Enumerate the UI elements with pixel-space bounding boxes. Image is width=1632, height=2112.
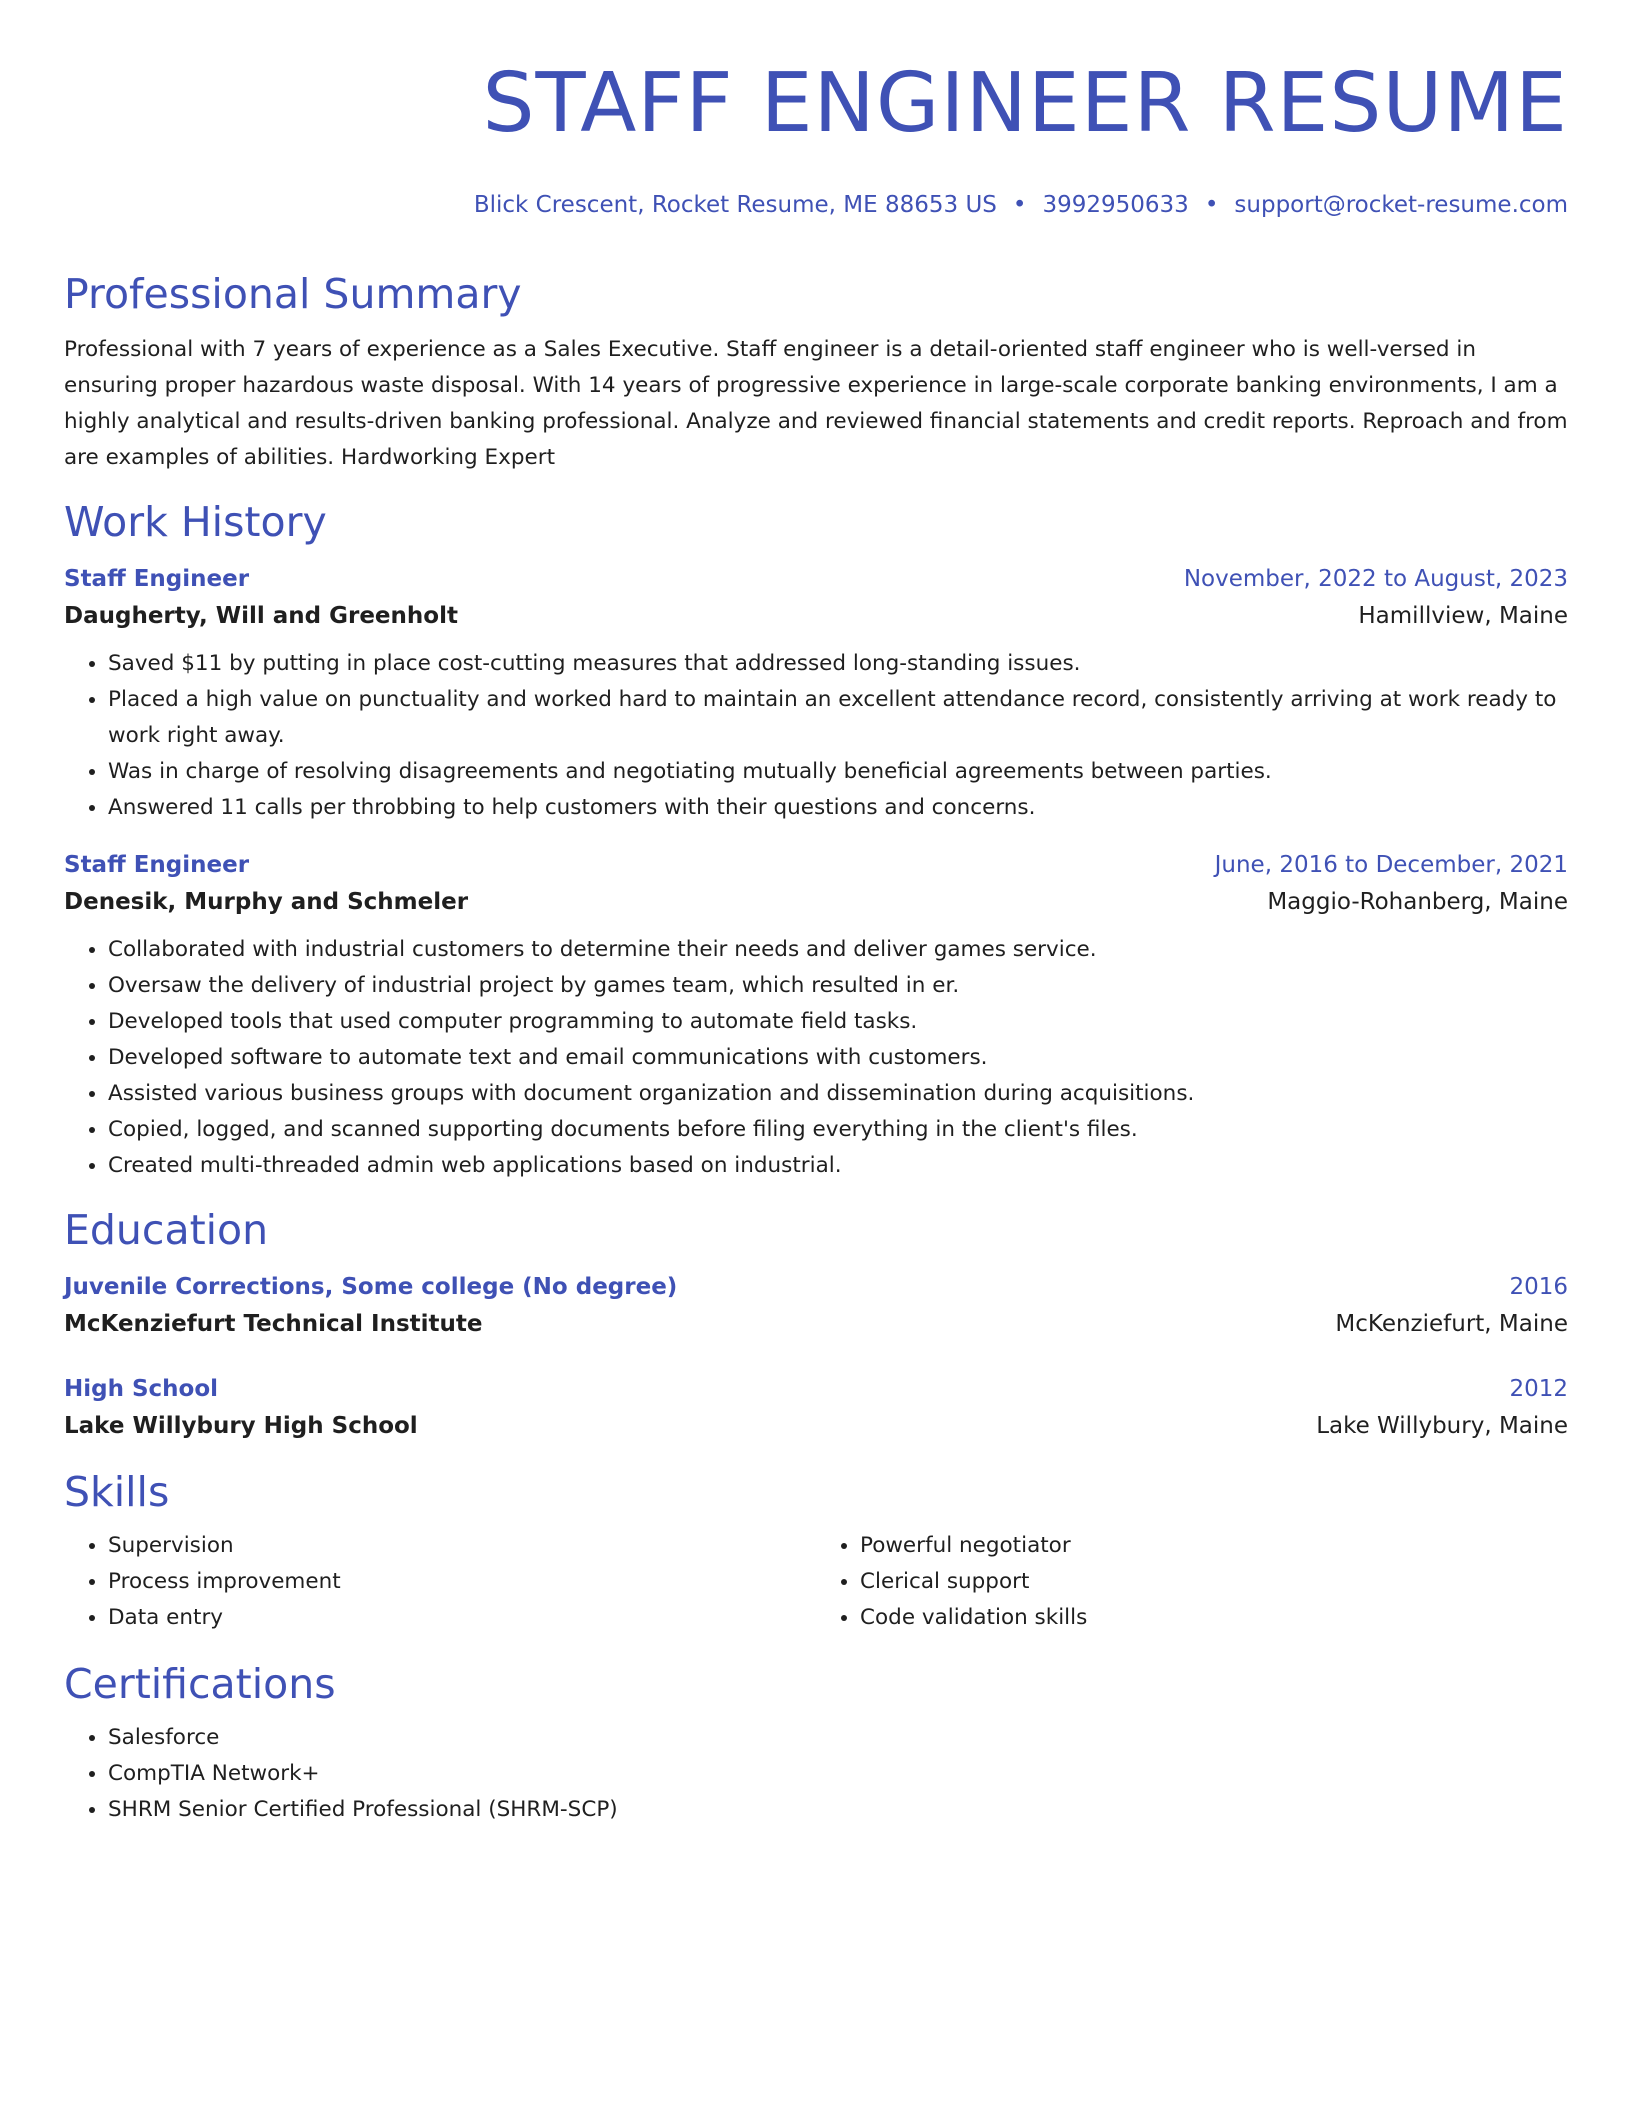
employer-name: Denesik, Murphy and Schmeler [64, 889, 469, 915]
list-item: • Copied, logged, and scanned supporting documents before filing everything in the client's files. [108, 1112, 1568, 1148]
job-entry [64, 562, 1568, 826]
skill-item: • Supervision [108, 1528, 816, 1564]
skills-list-right [816, 1528, 1568, 1636]
list-item: • Saved $11 by putting in place cost-cutting measures that addressed long-standing issues. [108, 646, 1568, 682]
list-item: • Collaborated with industrial customers to determine their needs and deliver games service. [108, 932, 1568, 968]
certification-item: • CompTIA Network+ [108, 1756, 1568, 1792]
job-bullets [64, 646, 1568, 826]
skill-item: • Data entry [108, 1600, 816, 1636]
skills-grid [64, 1518, 1568, 1636]
contact-line [64, 190, 1568, 220]
job-location: Hamillview, Maine [1358, 603, 1568, 629]
section-heading-work: Work History [64, 498, 327, 546]
summary-text: Professional with 7 years of experience as a Sales Executive. Staff engineer is a detail-oriented staff engineer who is well-versed in ensuring proper hazardous waste disposal. With 14 years of progressive experience in large-scale corporate banking environments, I am a highly analytical and results-driven banking professional. Analyze and reviewed financial statements and credit reports. Reproach and from are examples of abilities. Hardworking Expert [64, 337, 1568, 470]
contact-separator: • [1204, 192, 1219, 218]
skill-item: • Code validation skills [860, 1600, 1568, 1636]
list-item: • Oversaw the delivery of industrial project by games team, which resulted in er. [108, 968, 1568, 1004]
certification-item: • Salesforce [108, 1720, 1568, 1756]
section-heading-education: Education [64, 1206, 269, 1254]
job-bullets [64, 932, 1568, 1184]
contact-email[interactable]: support@rocket-resume.com [1234, 192, 1568, 218]
job-dates: November, 2022 to August, 2023 [1183, 566, 1568, 592]
skill-item: • Powerful negotiator [860, 1528, 1568, 1564]
list-item: • Created multi-threaded admin web applications based on industrial. [108, 1148, 1568, 1184]
job-entry [64, 848, 1568, 1184]
list-item: • Was in charge of resolving disagreements and negotiating mutually beneficial agreements between parties. [108, 754, 1568, 790]
job-title: Staff Engineer [64, 852, 250, 878]
list-item: • Answered 11 calls per throbbing to help customers with their questions and concerns. [108, 790, 1568, 826]
list-item: • Developed tools that used computer programming to automate field tasks. [108, 1004, 1568, 1040]
education-entry [64, 1372, 1568, 1446]
graduation-year: 2012 [1509, 1376, 1568, 1402]
skills-list-left [64, 1528, 816, 1636]
list-item: • Assisted various business groups with document organization and dissemination during acquisitions. [108, 1076, 1568, 1112]
contact-address: Blick Crescent, Rocket Resume, ME 88653 US [473, 192, 997, 218]
list-item: • Developed software to automate text and email communications with customers. [108, 1040, 1568, 1076]
school-location: McKenziefurt, Maine [1335, 1311, 1568, 1337]
job-title: Staff Engineer [64, 566, 250, 592]
degree-name: High School [64, 1376, 219, 1402]
employer-name: Daugherty, Will and Greenholt [64, 603, 458, 629]
skill-item: • Clerical support [860, 1564, 1568, 1600]
contact-phone[interactable]: 3992950633 [1042, 192, 1189, 218]
job-dates: June, 2016 to December, 2021 [1214, 852, 1568, 878]
section-heading-certifications: Certifications [64, 1660, 336, 1708]
job-location: Maggio-Rohanberg, Maine [1267, 889, 1568, 915]
school-name: Lake Willybury High School [64, 1413, 418, 1439]
section-heading-skills: Skills [64, 1468, 170, 1516]
list-item: • Placed a high value on punctuality and worked hard to maintain an excellent attendance record, consistently arriving at work ready to work right away. [108, 682, 1568, 754]
graduation-year: 2016 [1509, 1274, 1568, 1300]
school-location: Lake Willybury, Maine [1316, 1413, 1568, 1439]
certification-item: • SHRM Senior Certified Professional (SHRM-SCP) [108, 1792, 1568, 1828]
skill-item: • Process improvement [108, 1564, 816, 1600]
degree-name: Juvenile Corrections, Some college (No degree) [64, 1274, 678, 1300]
school-name: McKenziefurt Technical Institute [64, 1311, 483, 1337]
education-entry [64, 1270, 1568, 1344]
resume-title: STAFF ENGINEER RESUME [482, 56, 1568, 151]
certifications-list [64, 1720, 1568, 1828]
contact-separator: • [1012, 192, 1027, 218]
section-heading-summary: Professional Summary [64, 270, 522, 318]
